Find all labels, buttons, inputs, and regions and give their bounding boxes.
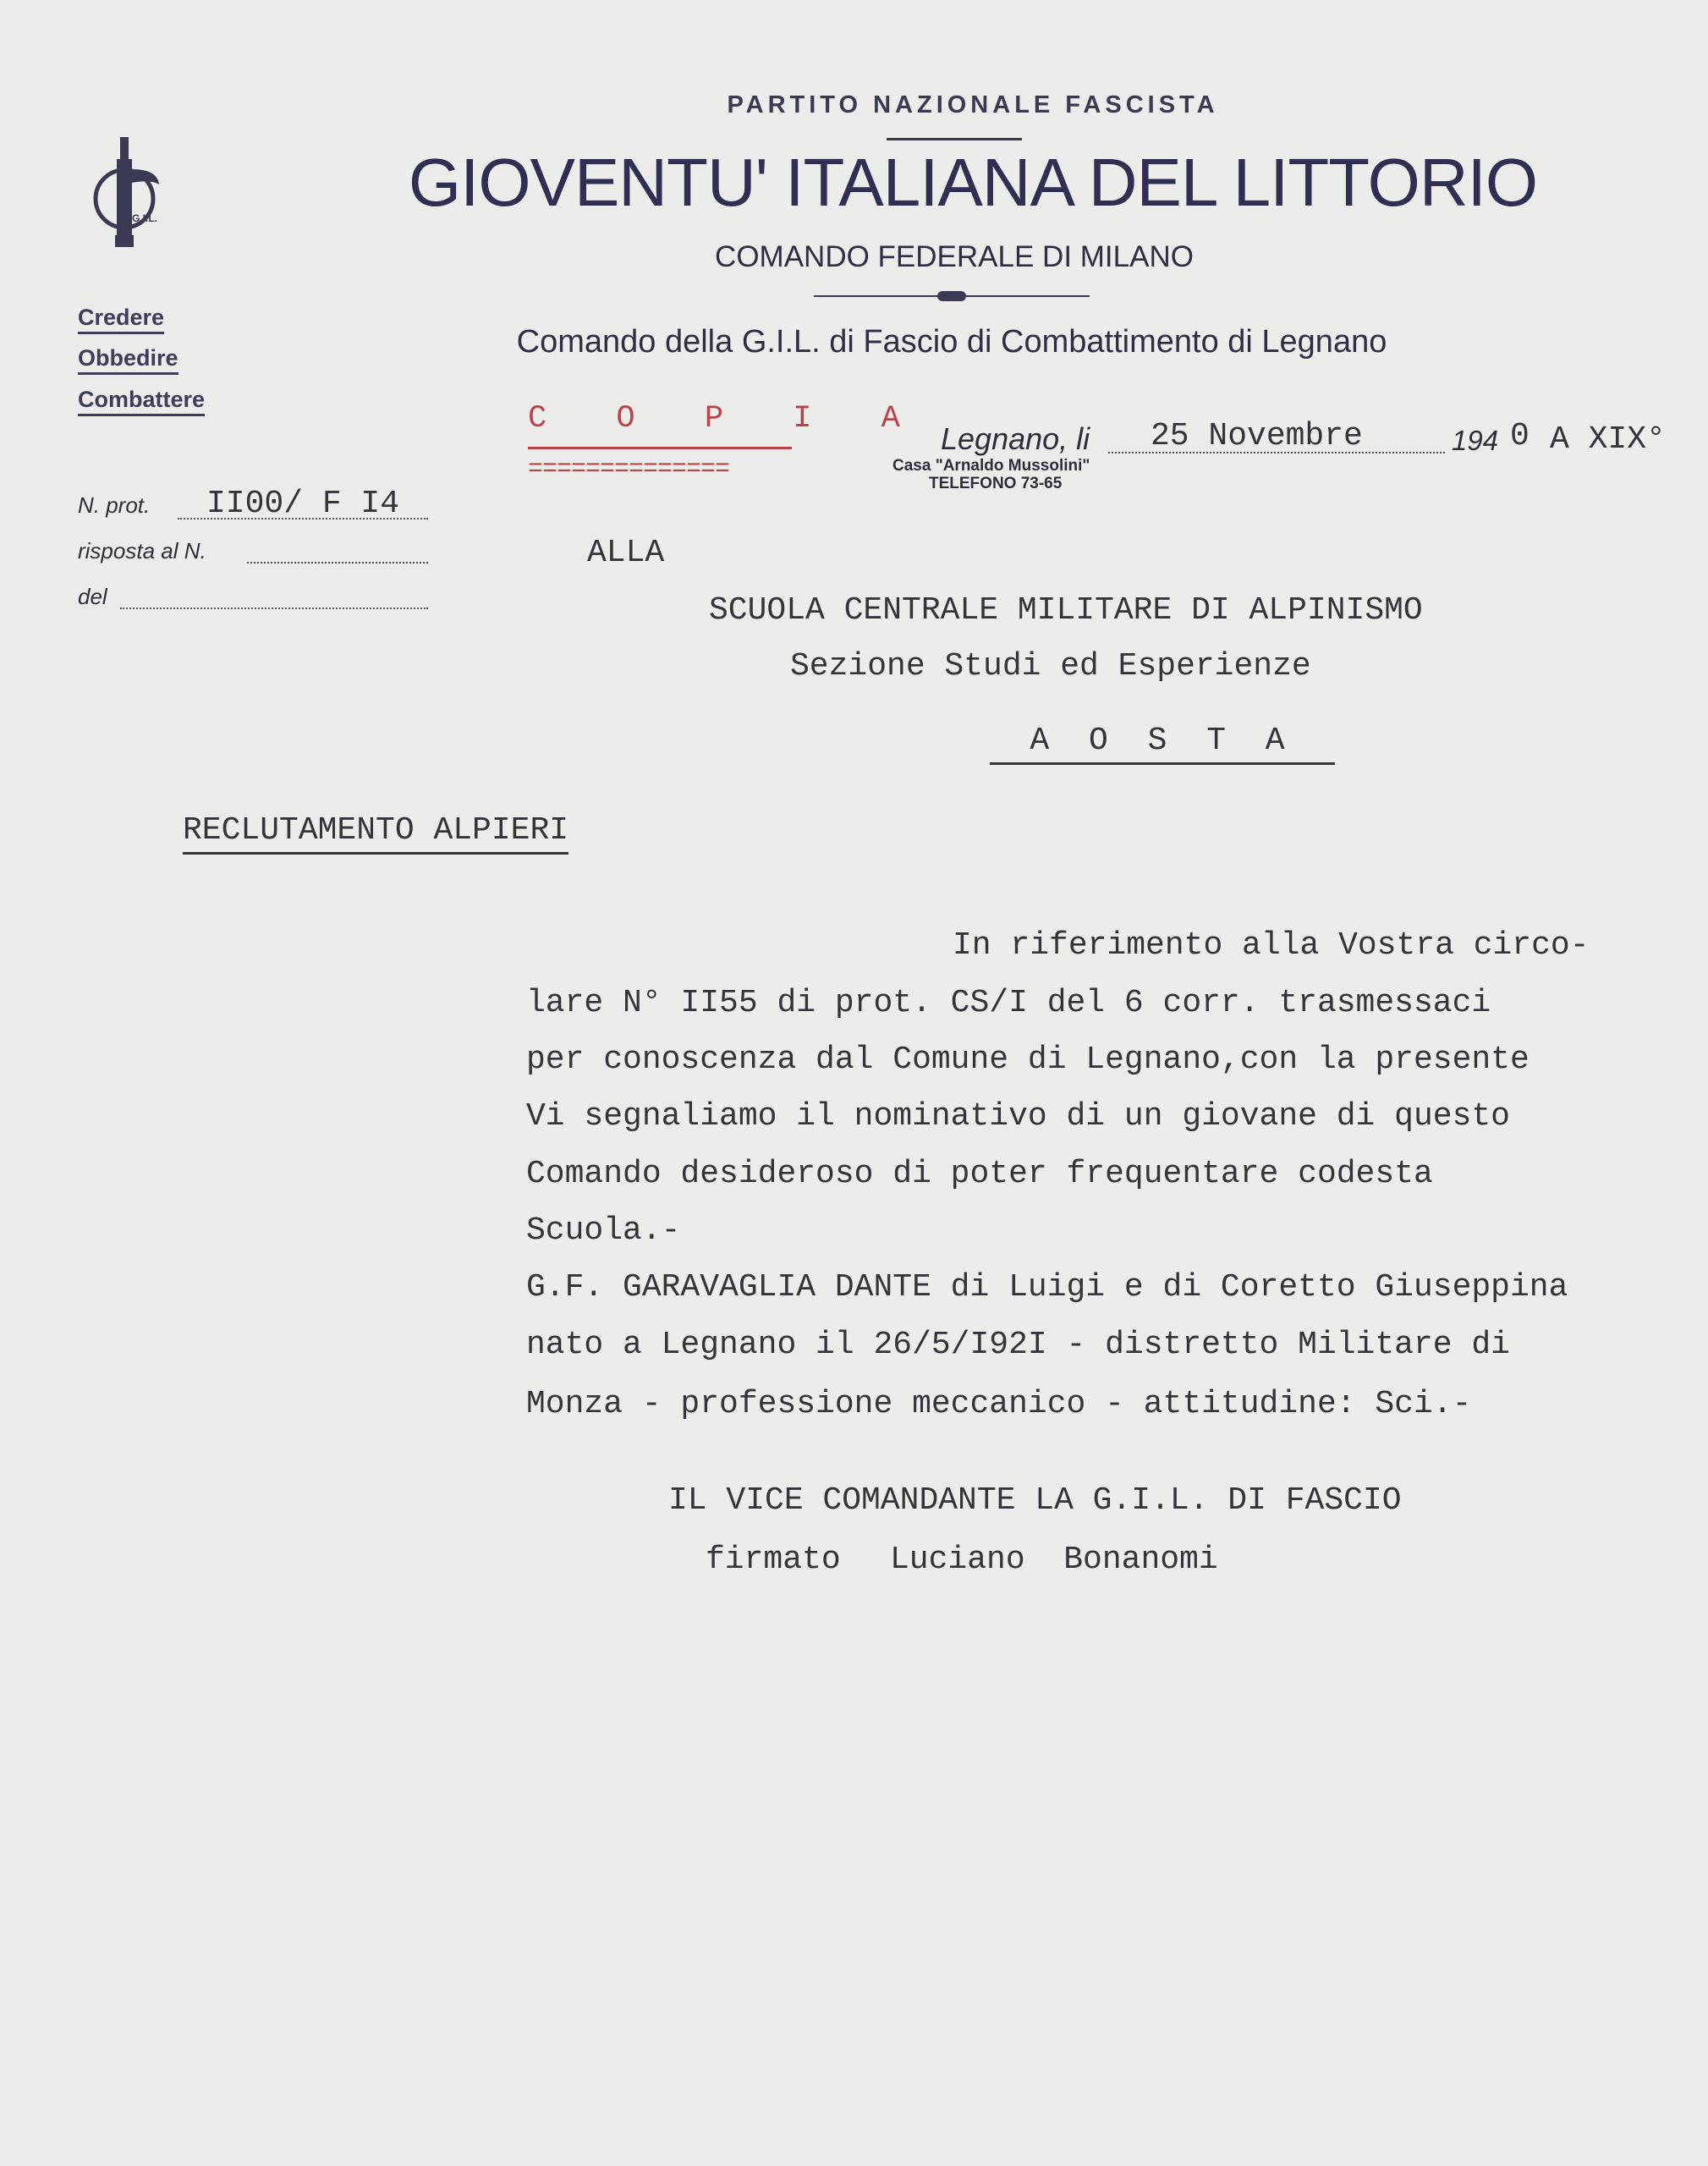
reply-dots: [247, 562, 428, 563]
signed-name: Luciano Bonanomi: [890, 1542, 1218, 1578]
body-line: Scuola.-: [526, 1212, 681, 1249]
del-dots: [120, 607, 428, 609]
recipient-to: ALLA: [587, 535, 665, 571]
motto-combattere: Combattere: [78, 385, 205, 416]
telephone-label: TELEFONO 73-65: [929, 475, 1063, 492]
prot-label: N. prot.: [78, 492, 151, 518]
body-line: lare N° II55 di prot. CS/I del 6 corr. trasmessaci: [526, 985, 1491, 1021]
era-value: A XIX°: [1550, 421, 1666, 458]
subject: RECLUTAMENTO ALPIERI: [183, 812, 568, 855]
signed-label: firmato: [706, 1542, 841, 1578]
body-line: nato a Legnano il 26/5/I92I - distretto Militare di: [526, 1327, 1510, 1363]
gil-emblem: [83, 135, 168, 254]
party-text: PARTITO NAZIONALE FASCISTA: [727, 91, 1219, 118]
date-value: 25 Novembre: [1151, 418, 1363, 454]
recipient-city: A O S T A: [990, 723, 1335, 765]
body-line: G.F. GARAVAGLIA DANTE di Luigi e di Coretto Giuseppina: [526, 1269, 1568, 1306]
prot-dots: [178, 518, 428, 520]
main-title-text: GIOVENTU' ITALIANA DEL LITTORIO: [408, 145, 1538, 220]
year-prefix: 194: [1452, 425, 1499, 456]
body-line: Monza - professione meccanico - attitudine: Sci.-: [526, 1386, 1472, 1422]
casa-label: Casa "Arnaldo Mussolini": [892, 457, 1090, 475]
copia-label: C O P I A: [528, 401, 925, 437]
motto-obbedire: Obbedire: [78, 344, 178, 375]
federal-rule-ornament: [937, 291, 966, 301]
year-digit: 0: [1510, 418, 1530, 454]
local-command-text: Comando della G.I.L. di Fascio di Combattimento di Legnano: [516, 324, 1387, 360]
party-rule: [887, 138, 1022, 140]
body-line: Vi segnaliamo il nominativo di un giovane di questo: [526, 1098, 1510, 1135]
emblem-text: G.I.L.: [132, 212, 157, 224]
copia-underline: [528, 447, 792, 449]
fasces-emblem-icon: [83, 135, 168, 254]
place-label: Legnano, li: [941, 421, 1090, 456]
reply-label: risposta al N.: [78, 538, 206, 563]
recipient-section: Sezione Studi ed Esperienze: [790, 648, 1311, 684]
copia-equals: ==============: [528, 455, 730, 484]
body-line: Comando desideroso di poter frequentare codesta: [526, 1156, 1433, 1192]
signature-title: IL VICE COMANDANTE LA G.I.L. DI FASCIO: [668, 1482, 1402, 1519]
motto-credere: Credere: [78, 303, 164, 334]
del-label: del: [78, 584, 107, 609]
body-line: In riferimento alla Vostra circo-: [953, 927, 1590, 964]
federal-command-text: COMANDO FEDERALE DI MILANO: [715, 240, 1194, 273]
recipient-school: SCUOLA CENTRALE MILITARE DI ALPINISMO: [709, 592, 1423, 629]
prot-value: II00/ F I4: [206, 486, 400, 522]
body-line: per conoscenza dal Comune di Legnano,con la presente: [526, 1042, 1530, 1078]
